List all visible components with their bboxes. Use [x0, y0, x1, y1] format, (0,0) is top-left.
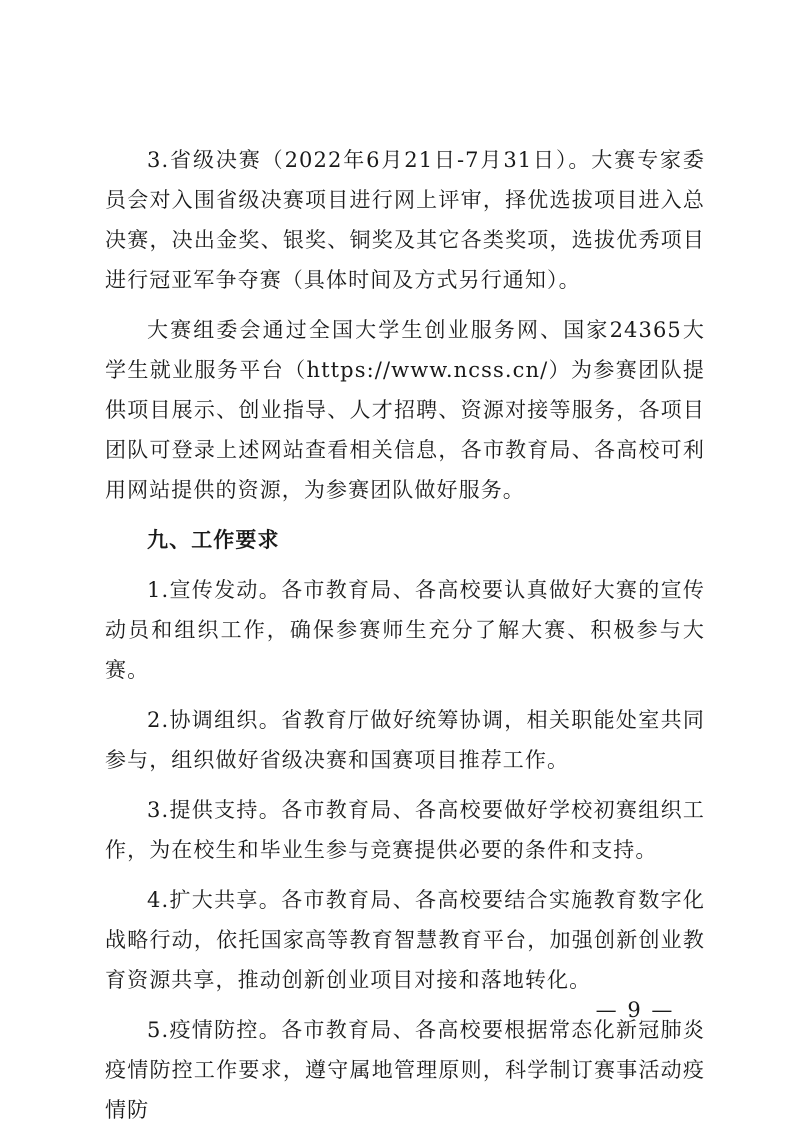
paragraph-provincial-final: 3.省级决赛（2022年6月21日-7月31日）。大赛专家委员会对入围省级决赛项目进行网上评审，择优选拔项目进入总决赛，决出金奖、银奖、铜奖及其它各类奖项，选拔优秀项目进行冠亚军争夺赛（具体时间及方式另行通知）。	[105, 148, 705, 292]
paragraph-coordination: 2.协调组织。省教育厅做好统筹协调，相关职能处室共同参与，组织做好省级决赛和国赛项目推荐工作。	[105, 708, 705, 772]
paragraph-publicity: 1.宣传发动。各市教育局、各高校要认真做好大赛的宣传动员和组织工作，确保参赛师生充分了解大赛、积极参与大赛。	[105, 578, 705, 682]
page-number: — 9 —	[595, 998, 675, 1022]
paragraph-support: 3.提供支持。各市教育局、各高校要做好学校初赛组织工作，为在校生和毕业生参与竞赛提供必要的条件和支持。	[105, 798, 705, 862]
paragraph-service-platform: 大赛组委会通过全国大学生创业服务网、国家24365大学生就业服务平台（https://www.ncss.cn/）为参赛团队提供项目展示、创业指导、人才招聘、资源对接等服务，各项目团队可登录上述网站查看相关信息，各市教育局、各高校可利用网站提供的资源，为参赛团队做好服务。	[105, 318, 705, 502]
document-body	[105, 140, 705, 1130]
section-heading-work-requirements: 九、工作要求	[147, 528, 280, 552]
paragraph-sharing: 4.扩大共享。各市教育局、各高校要结合实施教育数字化战略行动，依托国家高等教育智慧教育平台，加强创新创业教育资源共享，推动创新创业项目对接和落地转化。	[105, 888, 705, 992]
paragraph-epidemic-control: 5.疫情防控。各市教育局、各高校要根据常态化新冠肺炎疫情防控工作要求，遵守属地管理原则，科学制订赛事活动疫情防	[105, 1018, 705, 1122]
